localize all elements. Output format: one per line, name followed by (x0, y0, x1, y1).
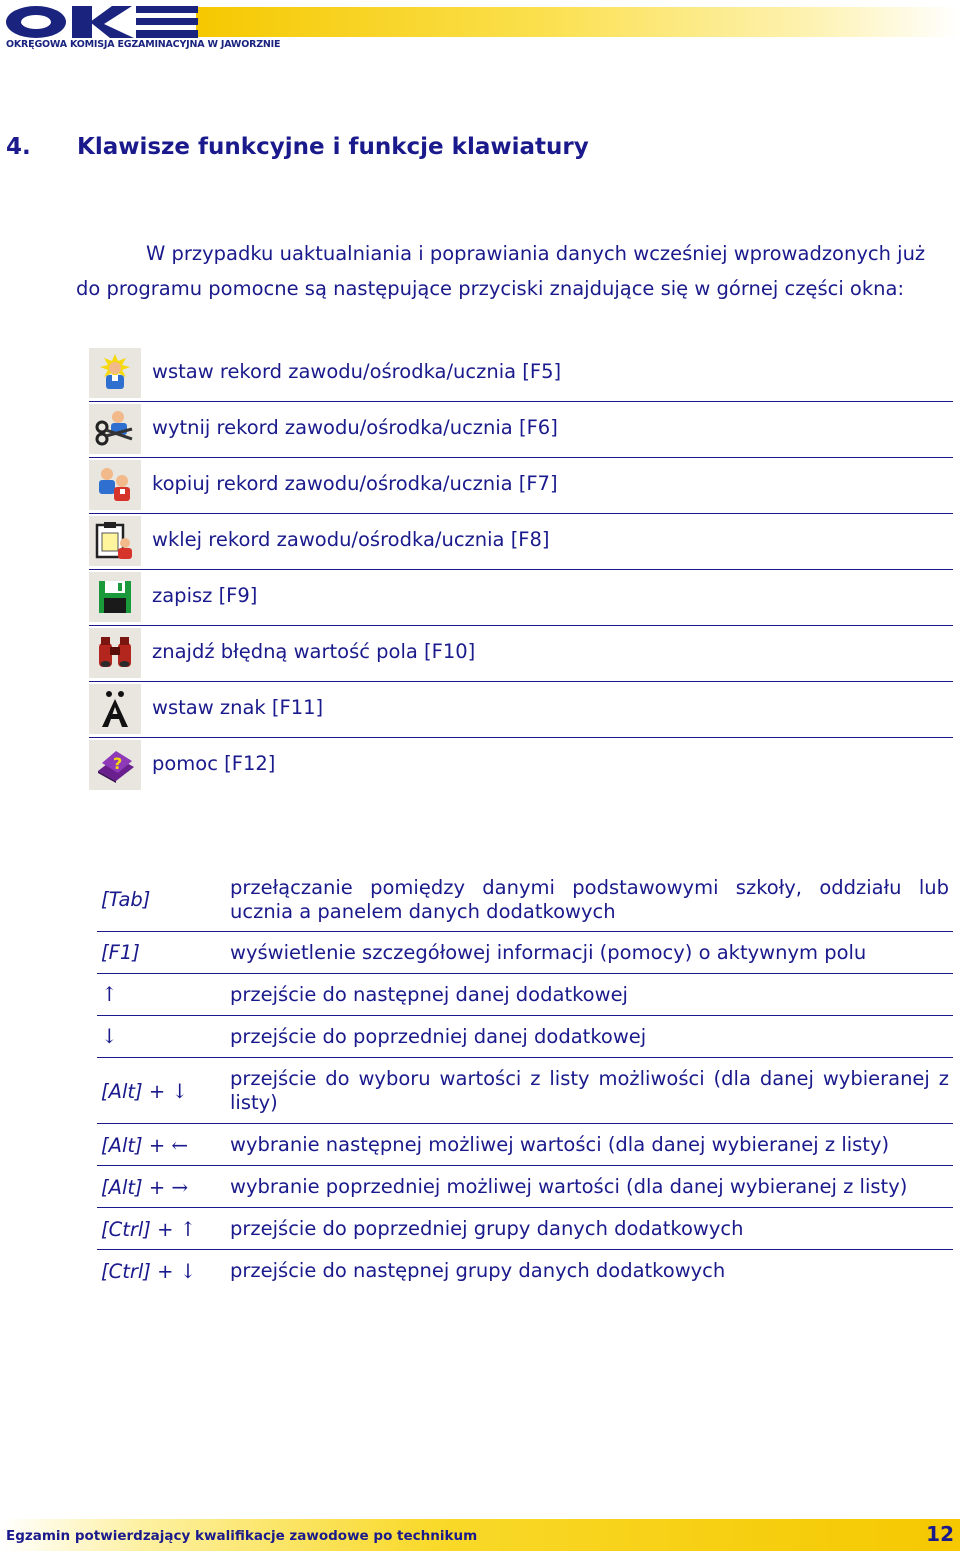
key-combo (101, 1024, 118, 1048)
key-description: przejście do następnej grupy danych dodatkowych (230, 1259, 726, 1282)
key-combo (101, 888, 150, 911)
toolbar-row-save (89, 570, 953, 626)
toolbar-label: pomoc [F12] (152, 752, 276, 775)
keyboard-shortcuts-table (97, 868, 953, 1292)
page-header (0, 0, 960, 56)
key-description: przejście do poprzedniej danej dodatkowej (230, 1025, 647, 1048)
section-title: Klawisze funkcyjne i funkcje klawiatury (77, 134, 589, 160)
arrow-left-icon: ← (171, 1133, 189, 1157)
svg-text:?: ? (113, 754, 123, 773)
key-row-up (97, 974, 953, 1016)
section-heading (6, 134, 589, 160)
key-name: [Ctrl] + (101, 1260, 180, 1283)
arrow-down-icon: ↓ (179, 1259, 197, 1283)
arrow-right-icon: → (171, 1175, 189, 1199)
binoculars-icon[interactable] (89, 628, 141, 678)
toolbar-label: wytnij rekord zawodu/ośrodka/ucznia [F6] (152, 416, 558, 439)
key-combo (101, 1217, 196, 1241)
intro-line-2: do programu pomocne są następujące przyciski znajdujące się w górnej części okna: (76, 277, 905, 300)
toolbar-label: wstaw znak [F11] (152, 696, 324, 719)
save-icon[interactable] (89, 572, 141, 622)
key-name: [Alt] + (101, 1080, 172, 1103)
toolbar-row-insert (89, 346, 953, 402)
insert-record-icon[interactable] (89, 348, 141, 398)
toolbar-label: zapisz [F9] (152, 584, 258, 607)
cut-record-icon[interactable] (89, 404, 141, 454)
key-combo (101, 1133, 188, 1157)
intro-paragraph (76, 236, 954, 306)
footer-text: Egzamin potwierdzający kwalifikacje zawodowe po technikum (6, 1528, 478, 1544)
key-name: [Alt] + (101, 1134, 172, 1157)
key-description: przejście do następnej danej dodatkowej (230, 983, 628, 1006)
key-description: wyświetlenie szczegółowej informacji (pomocy) o aktywnym polu (230, 941, 867, 964)
toolbar-row-copy (89, 458, 953, 514)
intro-line-1: W przypadku uaktualniania i poprawiania danych wcześniej wprowadzonych już (146, 242, 926, 265)
toolbar-label: znajdź błędną wartość pola [F10] (152, 640, 476, 663)
key-row-alt-right (97, 1166, 953, 1208)
key-description: wybranie następnej możliwej wartości (dla danej wybieranej z listy) (230, 1133, 890, 1156)
copy-record-icon[interactable] (89, 460, 141, 510)
key-row-alt-down (97, 1058, 953, 1124)
key-description: przejście do wyboru wartości z listy możliwości (dla danej wybieranej z listy) (230, 1067, 949, 1114)
arrow-down-icon: ↓ (101, 1024, 118, 1048)
toolbar-row-help (89, 738, 953, 794)
key-name: [Ctrl] + (101, 1218, 180, 1241)
section-number: 4. (6, 134, 31, 160)
oke-logo-graphic (4, 4, 198, 40)
arrow-down-icon: ↓ (171, 1079, 189, 1103)
key-row-ctrl-down (97, 1250, 953, 1292)
logo-subtitle: OKRĘGOWA KOMISJA EGZAMINACYJNA W JAWORZNIE (6, 39, 281, 50)
key-combo (101, 941, 140, 964)
oke-logo (4, 4, 198, 44)
key-row-ctrl-up (97, 1208, 953, 1250)
key-row-tab (97, 868, 953, 932)
key-name: [Alt] + (101, 1176, 172, 1199)
key-row-alt-left (97, 1124, 953, 1166)
header-yellow-band (196, 7, 960, 37)
key-combo (101, 1259, 196, 1283)
key-description: wybranie poprzedniej możliwej wartości (dla danej wybieranej z listy) (230, 1175, 908, 1198)
toolbar-row-char (89, 682, 953, 738)
arrow-up-icon: ↑ (101, 982, 118, 1006)
toolbar-label: kopiuj rekord zawodu/ośrodka/ucznia [F7] (152, 472, 558, 495)
paste-record-icon[interactable] (89, 516, 141, 566)
toolbar-button-list (89, 346, 953, 794)
page-footer (0, 1519, 960, 1551)
key-combo (101, 982, 118, 1006)
toolbar-label: wstaw rekord zawodu/ośrodka/ucznia [F5] (152, 360, 562, 383)
special-char-icon[interactable] (89, 684, 141, 734)
help-book-icon[interactable] (89, 740, 141, 790)
key-name: [Tab] (101, 888, 151, 911)
toolbar-row-paste (89, 514, 953, 570)
toolbar-label: wklej rekord zawodu/ośrodka/ucznia [F8] (152, 528, 550, 551)
key-combo (101, 1175, 188, 1199)
key-row-f1 (97, 932, 953, 974)
key-name: [F1] (101, 941, 140, 964)
toolbar-row-cut (89, 402, 953, 458)
key-combo (101, 1079, 188, 1103)
key-description: przejście do poprzedniej grupy danych dodatkowych (230, 1217, 744, 1240)
toolbar-row-find (89, 626, 953, 682)
key-description: przełączanie pomiędzy danymi podstawowymi szkoły, oddziału lub ucznia a panelem danych dodatkowych (230, 876, 949, 923)
arrow-up-icon: ↑ (179, 1217, 197, 1241)
key-row-down (97, 1016, 953, 1058)
page-number: 12 (926, 1522, 954, 1546)
